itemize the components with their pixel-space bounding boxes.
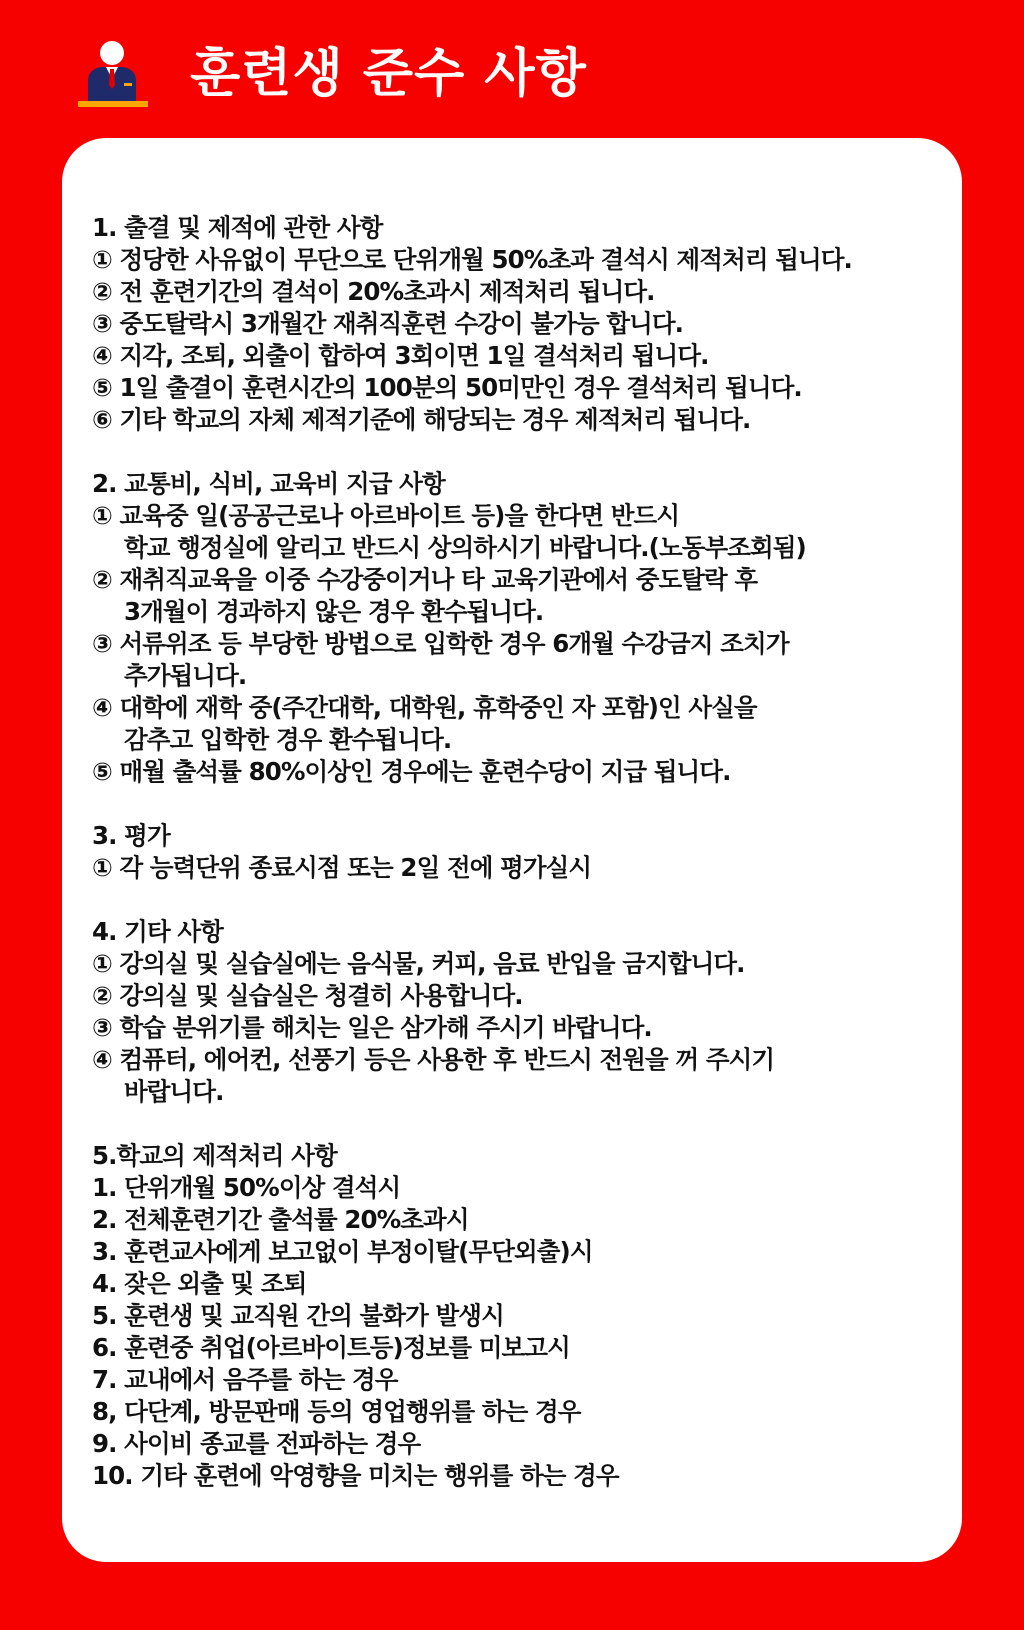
- section-heading: 5.학교의 제적처리 사항: [92, 1141, 337, 1170]
- rule-line: ④ 지각, 조퇴, 외출이 합하여 3회이면 1일 결석처리 됩니다.: [92, 341, 709, 370]
- rule-line: 9. 사이비 종교를 전파하는 경우: [92, 1429, 421, 1458]
- rule-line-continuation: 감추고 입학한 경우 환수됩니다.: [124, 725, 452, 754]
- section-evaluation: [92, 820, 952, 884]
- rule-line: ③ 학습 분위기를 해치는 일은 삼가해 주시기 바랍니다.: [92, 1013, 652, 1042]
- rule-line: 7. 교내에서 음주를 하는 경우: [92, 1365, 398, 1394]
- rules-content: [92, 212, 952, 1524]
- rule-line: 4. 잦은 외출 및 조퇴: [92, 1269, 307, 1298]
- rule-line: 2. 전체훈련기간 출석률 20%초과시: [92, 1205, 469, 1234]
- rule-line: ④ 대학에 재학 중(주간대학, 대학원, 휴학중인 자 포함)인 사실을: [92, 693, 757, 722]
- section-other: [92, 916, 952, 1108]
- rule-line: ① 강의실 및 실습실에는 음식물, 커피, 음료 반입을 금지합니다.: [92, 949, 745, 978]
- rule-line: ② 재취직교육을 이중 수강중이거나 타 교육기관에서 중도탈락 후: [92, 565, 758, 594]
- rule-line: ② 전 훈련기간의 결석이 20%초과시 제적처리 됩니다.: [92, 277, 655, 306]
- rule-line: ③ 서류위조 등 부당한 방법으로 입학한 경우 6개월 수강금지 조치가: [92, 629, 789, 658]
- rule-line: ① 각 능력단위 종료시점 또는 2일 전에 평가실시: [92, 853, 592, 882]
- section-expulsion: [92, 1140, 952, 1492]
- rule-line: ③ 중도탈락시 3개월간 재취직훈련 수강이 불가능 합니다.: [92, 309, 684, 338]
- rule-line: ⑤ 매월 출석률 80%이상인 경우에는 훈련수당이 지급 됩니다.: [92, 757, 731, 786]
- rule-line-continuation: 바랍니다.: [124, 1077, 224, 1106]
- rule-line: ① 정당한 사유없이 무단으로 단위개월 50%초과 결석시 제적처리 됩니다.: [92, 245, 852, 274]
- rule-line-continuation: 3개월이 경과하지 않은 경우 환수됩니다.: [124, 597, 544, 626]
- page-header: [78, 38, 587, 110]
- rule-line: 6. 훈련중 취업(아르바이트등)정보를 미보고시: [92, 1333, 570, 1362]
- rule-line-continuation: 학교 행정실에 알리고 반드시 상의하시기 바랍니다.(노동부조회됨): [124, 533, 806, 562]
- rule-line: ④ 컴퓨터, 에어컨, 선풍기 등은 사용한 후 반드시 전원을 꺼 주시기: [92, 1045, 775, 1074]
- rule-line: ① 교육중 일(공공근로나 아르바이트 등)을 한다면 반드시: [92, 501, 680, 530]
- section-heading: 1. 출결 및 제적에 관한 사항: [92, 213, 383, 242]
- section-allowance: [92, 468, 952, 788]
- rule-line: 8, 다단계, 방문판매 등의 영업행위를 하는 경우: [92, 1397, 581, 1426]
- rule-line: 3. 훈련교사에게 보고없이 부정이탈(무단외출)시: [92, 1237, 593, 1266]
- section-heading: 3. 평가: [92, 821, 170, 850]
- section-attendance: [92, 212, 952, 436]
- rule-line: 5. 훈련생 및 교직원 간의 불화가 발생시: [92, 1301, 504, 1330]
- rule-line: 1. 단위개월 50%이상 결석시: [92, 1173, 401, 1202]
- rule-line: ⑥ 기타 학교의 자체 제적기준에 해당되는 경우 제적처리 됩니다.: [92, 405, 751, 434]
- rule-line: ⑤ 1일 출결이 훈련시간의 100분의 50미만인 경우 결석처리 됩니다.: [92, 373, 802, 402]
- section-heading: 4. 기타 사항: [92, 917, 223, 946]
- page-title: 훈련생 준수 사항: [190, 44, 587, 104]
- rule-line: ② 강의실 및 실습실은 청결히 사용합니다.: [92, 981, 523, 1010]
- rule-line: 10. 기타 훈련에 악영향을 미치는 행위를 하는 경우: [92, 1461, 619, 1490]
- rules-card: [62, 138, 962, 1562]
- person-in-suit-icon: [78, 39, 148, 109]
- rule-line-continuation: 추가됩니다.: [124, 661, 247, 690]
- section-heading: 2. 교통비, 식비, 교육비 지급 사항: [92, 469, 445, 498]
